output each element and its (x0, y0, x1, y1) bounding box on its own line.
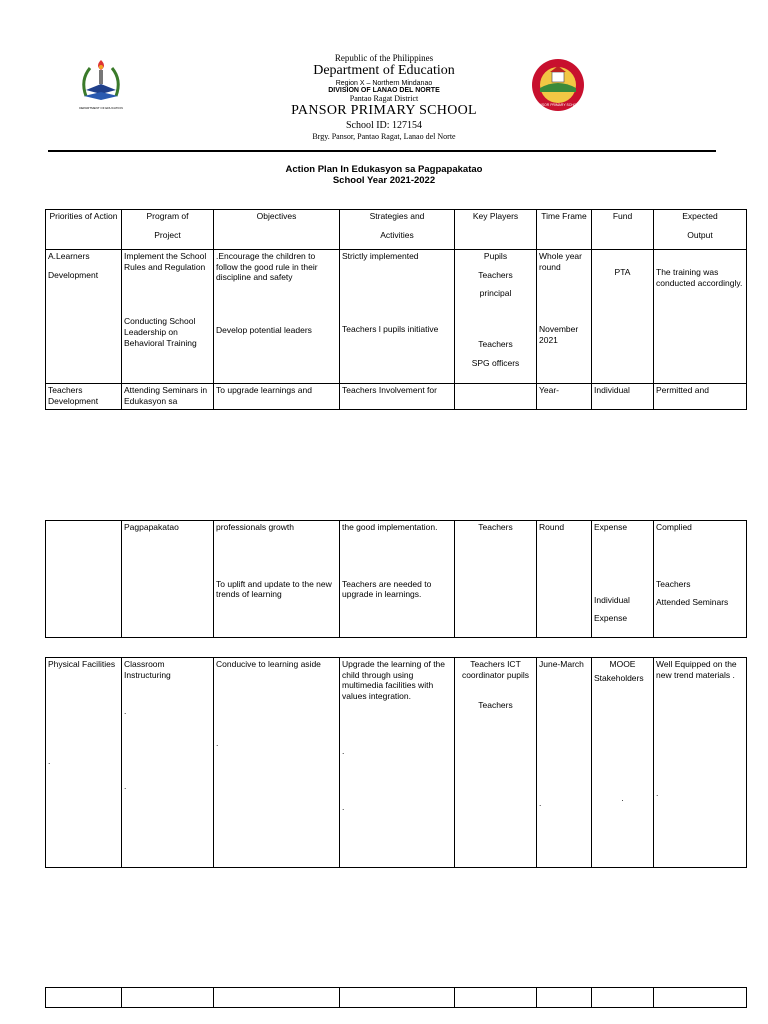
title-line-2: School Year 2021-2022 (332, 175, 436, 187)
header-program: Program of Project (122, 210, 214, 250)
program-cell: Pagpapakatao (122, 521, 214, 638)
empty-cell (214, 988, 340, 1008)
priority-cell: Teachers Development (46, 384, 122, 410)
header-key-players: Key Players (455, 210, 537, 250)
deped-seal-icon (76, 56, 126, 112)
school-address: Brgy. Pansor, Pantao Ragat, Lanao del Norte (312, 132, 456, 142)
header-objectives: Objectives (214, 210, 340, 250)
empty-cell (592, 988, 654, 1008)
priority-cell (46, 521, 122, 638)
strategy-cell: Upgrade the learning of the child through using multimedia facilities with values integration. . . (340, 658, 455, 868)
action-plan-table-3 (45, 657, 747, 868)
header-strategies: Strategies and Activities (340, 210, 455, 250)
header-expected-output: Expected Output (654, 210, 747, 250)
program-cell: Implement the School Rules and Regulation Conducting School Leadership on Behavioral Training (122, 250, 214, 384)
table-row (46, 658, 747, 868)
table-row (46, 988, 747, 1008)
output-cell: The training was conducted accordingly. (654, 250, 747, 384)
key-players-cell (455, 384, 537, 410)
document-title (0, 164, 768, 187)
header-row (46, 210, 747, 250)
fund-cell: Expense Individual Expense (592, 521, 654, 638)
title-line-1: Action Plan In Edukasyon sa Pagpapakatao (285, 164, 483, 175)
department-line: Department of Education (313, 63, 455, 79)
district-line: Pantao Ragat District (349, 93, 419, 103)
school-id: School ID: 127154 (345, 119, 423, 131)
objective-cell: professionals growth To uplift and update to the new trends of learning (214, 521, 340, 638)
output-cell: Complied Teachers Attended Seminars (654, 521, 747, 638)
empty-cell (46, 988, 122, 1008)
time-frame-cell: Year- (537, 384, 592, 410)
action-plan-table-2 (45, 520, 747, 638)
action-plan-table-1 (45, 209, 747, 410)
table-row (46, 384, 747, 410)
key-players-cell: Pupils Teachers principal Teachers SPG officers (455, 250, 537, 384)
empty-cell (455, 988, 537, 1008)
empty-cell (537, 988, 592, 1008)
school-name: PANSOR PRIMARY SCHOOL (291, 103, 477, 119)
strategy-cell: Strictly implemented Teachers l pupils initiative (340, 250, 455, 384)
right-logo-text: PANSOR PRIMARY SCHOOL (535, 103, 581, 107)
table-row (46, 250, 747, 384)
strategy-cell: the good implementation. Teachers are needed to upgrade in learnings. (340, 521, 455, 638)
objective-cell: .Encourage the children to follow the good rule in their discipline and safety Develop potential leaders (214, 250, 340, 384)
header-time-frame: Time Frame (537, 210, 592, 250)
header-priorities: Priorities of Action (46, 210, 122, 250)
program-cell: Attending Seminars in Edukasyon sa (122, 384, 214, 410)
fund-cell: PTA (592, 250, 654, 384)
action-plan-table-4 (45, 987, 747, 1008)
empty-cell (340, 988, 455, 1008)
objective-cell: Conducive to learning aside . (214, 658, 340, 868)
empty-cell (654, 988, 747, 1008)
program-cell: Classroom Instructuring . . (122, 658, 214, 868)
strategy-cell: Teachers Involvement for (340, 384, 455, 410)
priority-cell: A.Learners Development (46, 250, 122, 384)
fund-cell: MOOE Stakeholders . (592, 658, 654, 868)
objective-cell: To upgrade learnings and (214, 384, 340, 410)
header-rule (48, 150, 716, 152)
division-line: DIVISION OF LANAO DEL NORTE (328, 87, 440, 95)
time-frame-cell: June-March . (537, 658, 592, 868)
republic-line: Republic of the Philippines (334, 53, 434, 63)
key-players-cell: Teachers (455, 521, 537, 638)
output-cell: Permitted and (654, 384, 747, 410)
output-cell: Well Equipped on the new trend materials . . (654, 658, 747, 868)
letterhead (0, 0, 768, 152)
key-players-cell: Teachers ICT coordinator pupils Teachers (455, 658, 537, 868)
region-line: Region X – Northern Mindanao (335, 80, 433, 88)
time-frame-cell: Round (537, 521, 592, 638)
time-frame-cell: Whole year round November 2021 (537, 250, 592, 384)
fund-cell: Individual (592, 384, 654, 410)
left-logo-text: DEPARTMENT OF EDUCATION (79, 106, 123, 110)
priority-cell: Physical Facilities . (46, 658, 122, 868)
table-row (46, 521, 747, 638)
empty-cell (122, 988, 214, 1008)
header-fund: Fund (592, 210, 654, 250)
school-seal-icon (530, 58, 586, 112)
